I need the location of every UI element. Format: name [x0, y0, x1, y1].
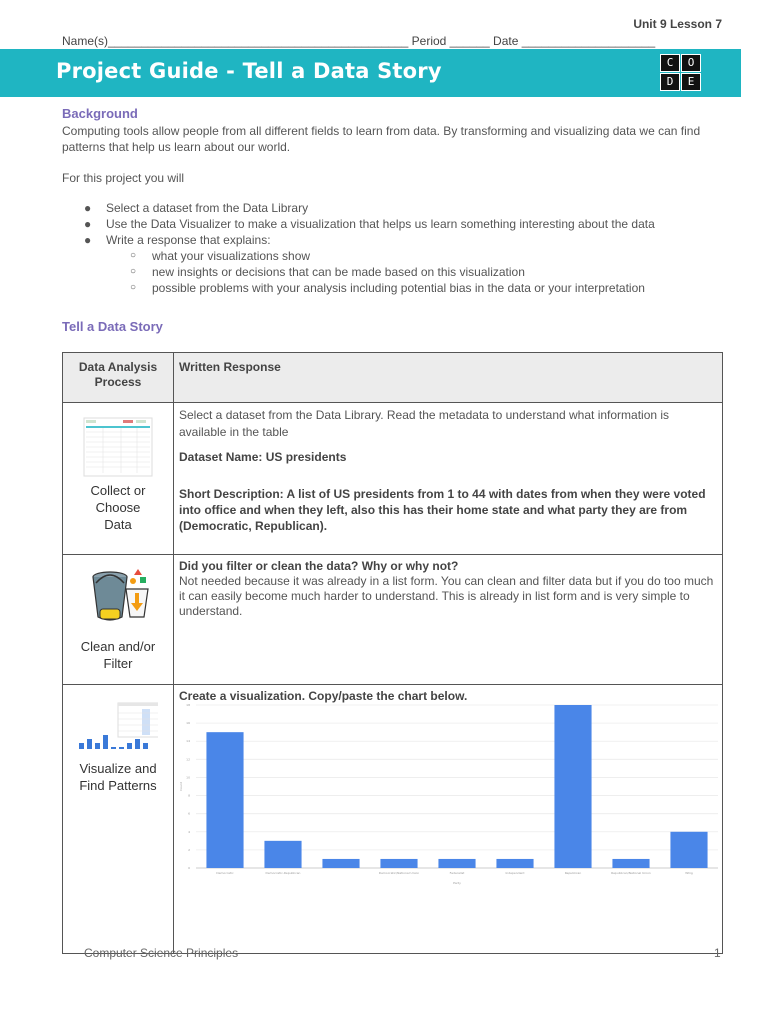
- stage-label: Visualize and Find Patterns: [79, 761, 157, 793]
- collect-response-cell: [174, 403, 723, 555]
- x-tick-label: Democratic/National Union: [378, 871, 420, 875]
- x-axis-label: Party: [453, 881, 461, 885]
- list-item: ● Write a response that explains:: [84, 233, 271, 247]
- x-tick-label: Independent: [505, 871, 525, 875]
- visualize-stage-cell: [63, 685, 174, 954]
- x-tick-label: Democratic: [216, 871, 234, 875]
- y-tick-label: 18: [186, 703, 190, 707]
- x-tick-label: Democratic-Republican: [265, 871, 301, 875]
- code-logo: [660, 54, 702, 94]
- bar: [496, 859, 533, 868]
- bar: [612, 859, 649, 868]
- clean-response-cell: [174, 555, 723, 685]
- dataset-prompt: Select a dataset from the Data Library. Read the metadata to understand what information is available in the table: [179, 408, 670, 439]
- bucket-filter-icon: [86, 567, 150, 633]
- project-intro: For this project you will: [62, 171, 185, 185]
- table-row: [63, 555, 723, 685]
- bar: [380, 859, 417, 868]
- background-paragraph: Computing tools allow people from all different fields to learn from data. By transforming and visualizing data we can find patterns that help us learn about our world.: [62, 124, 701, 154]
- logo-letter: C: [660, 54, 680, 72]
- collect-stage-cell: [63, 403, 174, 555]
- x-tick-label: Republican/National Union: [611, 871, 651, 875]
- logo-letter: E: [681, 73, 701, 91]
- unit-label: Unit 9 Lesson 7: [633, 17, 722, 31]
- table-row: [63, 403, 723, 555]
- dataset-description: Short Description: A list of US presidents from 1 to 44 with dates from when they were voted into office and when they left, also this has their home state and what party they are from (Democratic, Republican).: [179, 487, 706, 533]
- dataset-name: Dataset Name: US presidents: [179, 450, 347, 464]
- logo-letter: D: [660, 73, 680, 91]
- footer-page-number: 1: [714, 946, 721, 960]
- title-banner: [0, 49, 741, 97]
- x-tick-label: Federalist: [449, 871, 465, 875]
- spreadsheet-thumbnail-icon: [83, 417, 153, 477]
- story-heading: Tell a Data Story: [62, 319, 163, 334]
- bar: [438, 859, 475, 868]
- y-axis-label: Count: [179, 782, 183, 791]
- y-tick-label: 4: [188, 829, 190, 834]
- y-tick-label: 12: [186, 757, 190, 762]
- y-tick-label: 2: [188, 847, 190, 852]
- visualization-prompt: Create a visualization. Copy/paste the chart below.: [179, 689, 468, 703]
- page-title: Project Guide - Tell a Data Story: [56, 59, 442, 83]
- y-tick-label: 16: [186, 721, 190, 726]
- footer-course: Computer Science Principles: [84, 946, 239, 960]
- stage-label: Clean and/or Filter: [80, 639, 156, 671]
- filter-question: Did you filter or clean the data? Why or why not?: [179, 559, 459, 573]
- bar: [554, 705, 591, 868]
- list-item: ● Select a dataset from the Data Library: [84, 201, 309, 215]
- x-tick-label: Republican: [564, 871, 582, 875]
- clean-stage-cell: [63, 555, 174, 685]
- logo-letter: O: [681, 54, 701, 72]
- party-bar-chart: [174, 700, 722, 888]
- list-item: ● Use the Data Visualizer to make a visualization that helps us learn something interesting about the data: [84, 217, 655, 231]
- name-period-date-line: Name(s)_____________________________________________ Period ______ Date ____________________: [62, 34, 656, 48]
- bar: [322, 859, 359, 868]
- y-tick-label: 0: [188, 866, 190, 870]
- bullet-list: ● Select a dataset from the Data Library ● Use the Data Visualizer to make a visualization that helps us learn something interesting about the data ● Write a response that explains: ○ what your visualizations show ○ new insights or decisions that can be made based on this visualization ○ possible problems with your analysis including potential bias in the data or your interpretation: [84, 201, 655, 295]
- bar-chart-svg: [174, 700, 722, 888]
- bar: [670, 832, 707, 868]
- y-tick-label: 10: [186, 775, 190, 780]
- x-tick-label: Whig: [685, 871, 693, 875]
- y-tick-label: 8: [188, 793, 190, 798]
- chart-thumbnail-icon: [78, 701, 158, 753]
- table-header-row: [63, 353, 723, 403]
- column-header-process: Data Analysis Process: [63, 353, 174, 403]
- bar: [206, 732, 243, 868]
- y-tick-label: 6: [188, 811, 190, 816]
- y-tick-label: 14: [186, 739, 190, 744]
- filter-answer: Not needed because it was already in a list form. You can clean and filter data but if you do too much it can easily become much harder to understand. This is already in list form and is very simple to understand.: [179, 574, 714, 618]
- background-heading: Background: [62, 106, 138, 121]
- stage-label: Collect or Choose Data: [90, 483, 146, 532]
- column-header-response: Written Response: [174, 353, 723, 403]
- bar: [264, 841, 301, 868]
